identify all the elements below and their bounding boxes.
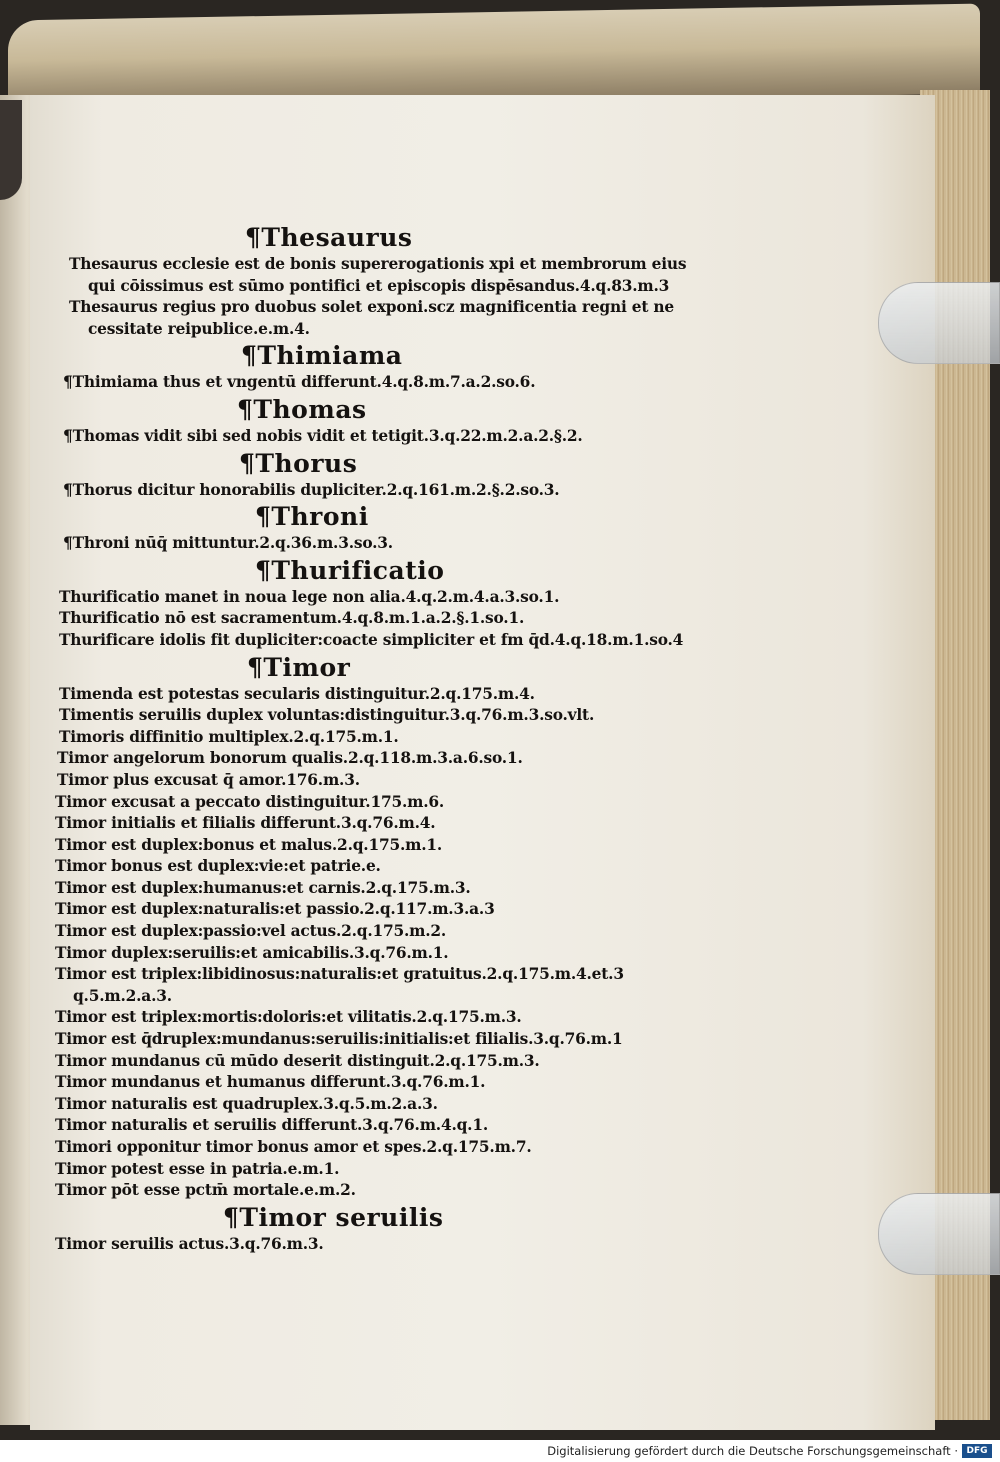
entry-line: ¶Thimiama thus et vngentū differunt.4.q.8.m.7.a.2.so.6. <box>63 373 536 392</box>
entry-line: ¶Thorus dicitur honorabilis dupliciter.2.q.161.m.2.§.2.so.3. <box>63 480 560 499</box>
entry-line: Timor bonus est duplex:vie:et patrie.e. <box>55 857 381 876</box>
entry-line: Thesaurus regius pro duobus solet exponi.scz magnificentia regni et ne <box>69 298 675 317</box>
entry-heading: ¶Timor seruilis <box>223 1202 444 1232</box>
footer-credit: Digitalisierung gefördert durch die Deutsche Forschungsgemeinschaft · <box>547 1444 958 1458</box>
entry-heading: ¶Thomas <box>237 394 367 424</box>
entry-line: Timor mundanus et humanus differunt.3.q.76.m.1. <box>55 1073 486 1092</box>
entry-heading: ¶Thorus <box>239 448 358 478</box>
entry-line: Thurificatio manet in noua lege non alia.4.q.2.m.4.a.3.so.1. <box>59 587 560 606</box>
entry-heading: ¶Thesaurus <box>245 223 413 252</box>
entry-line: Timor est triplex:mortis:doloris:et vilitatis.2.q.175.m.3. <box>55 1008 522 1027</box>
entry-line: Thurificare idolis fit dupliciter:coacte simpliciter et fm q̄d.4.q.18.m.1.so.4 <box>59 630 684 649</box>
entry-line: Timenda est potestas secularis distinguitur.2.q.175.m.4. <box>59 684 535 703</box>
page-text-block <box>55 222 715 1255</box>
entry-line: q.5.m.2.a.3. <box>73 986 172 1005</box>
entry-line: ¶Thomas vidit sibi sed nobis vidit et tetigit.3.q.22.m.2.a.2.§.2. <box>63 426 583 445</box>
entry-line: Timor est duplex:naturalis:et passio.2.q.117.m.3.a.3 <box>55 900 495 919</box>
entry-line: Timori opponitur timor bonus amor et spes.2.q.175.m.7. <box>55 1138 532 1156</box>
entry-line: Timor est duplex:bonus et malus.2.q.175.m.1. <box>55 835 443 854</box>
entry-line: Thurificatio nō est sacramentum.4.q.8.m.1.a.2.§.1.so.1. <box>59 609 525 628</box>
entry-line: Timor est duplex:passio:vel actus.2.q.175.m.2. <box>55 922 447 941</box>
entry-line: Timor est triplex:libidinosus:naturalis:et gratuitus.2.q.175.m.4.et.3 <box>55 965 624 984</box>
entry-heading: ¶Thurificatio <box>255 555 445 585</box>
entry-line: Timor naturalis et seruilis differunt.3.q.76.m.4.q.1. <box>55 1116 489 1135</box>
entry-line: cessitate reipublice.e.m.4. <box>88 319 310 338</box>
entry-line: Timor plus excusat q̄ amor.176.m.3. <box>57 770 360 789</box>
entry-line: Timor potest esse in patria.e.m.1. <box>55 1159 340 1178</box>
entry-line: Timor est q̄druplex:mundanus:seruilis:initialis:et filialis.3.q.76.m.1 <box>55 1030 623 1049</box>
entry-line: Timor naturalis est quadruplex.3.q.5.m.2.a.3. <box>55 1094 438 1113</box>
entry-line: Timentis seruilis duplex voluntas:distinguitur.3.q.76.m.3.so.vlt. <box>59 706 595 725</box>
binding-shadow <box>0 100 22 200</box>
entry-line: Timor angelorum bonorum qualis.2.q.118.m.3.a.6.so.1. <box>57 749 523 768</box>
entry-line: Timor duplex:seruilis:et amicabilis.3.q.76.m.1. <box>55 943 449 962</box>
entry-line: Timoris diffinitio multiplex.2.q.175.m.1. <box>59 727 399 746</box>
entry-line: Timor seruilis actus.3.q.76.m.3. <box>55 1234 324 1253</box>
entry-heading: ¶Timor <box>247 652 351 682</box>
dfg-logo: DFG <box>962 1444 992 1458</box>
entry-line: Timor initialis et filialis differunt.3.q.76.m.4. <box>55 814 436 833</box>
footer-bar <box>0 1440 1000 1462</box>
entry-line: Thesaurus ecclesie est de bonis supererogationis xpi et membrorum eius <box>69 255 687 273</box>
entry-heading: ¶Thimiama <box>241 341 403 371</box>
entry-line: Timor pōt esse pctm̄ mortale.e.m.2. <box>55 1181 356 1200</box>
entry-line: Timor est duplex:humanus:et carnis.2.q.175.m.3. <box>55 878 471 897</box>
entry-line: ¶Throni nūq̄ mittuntur.2.q.36.m.3.so.3. <box>63 534 393 553</box>
entry-line: Timor mundanus cū mūdo deserit distinguit.2.q.175.m.3. <box>55 1051 540 1070</box>
entry-line: Timor excusat a peccato distinguitur.175.m.6. <box>55 792 445 811</box>
page-clip-top <box>878 282 1000 364</box>
entry-heading: ¶Throni <box>255 502 369 532</box>
page-clip-bottom <box>878 1193 1000 1275</box>
entry-line: qui cōissimus est sūmo pontifici et episcopis dispēsandus.4.q.83.m.3 <box>88 276 670 295</box>
